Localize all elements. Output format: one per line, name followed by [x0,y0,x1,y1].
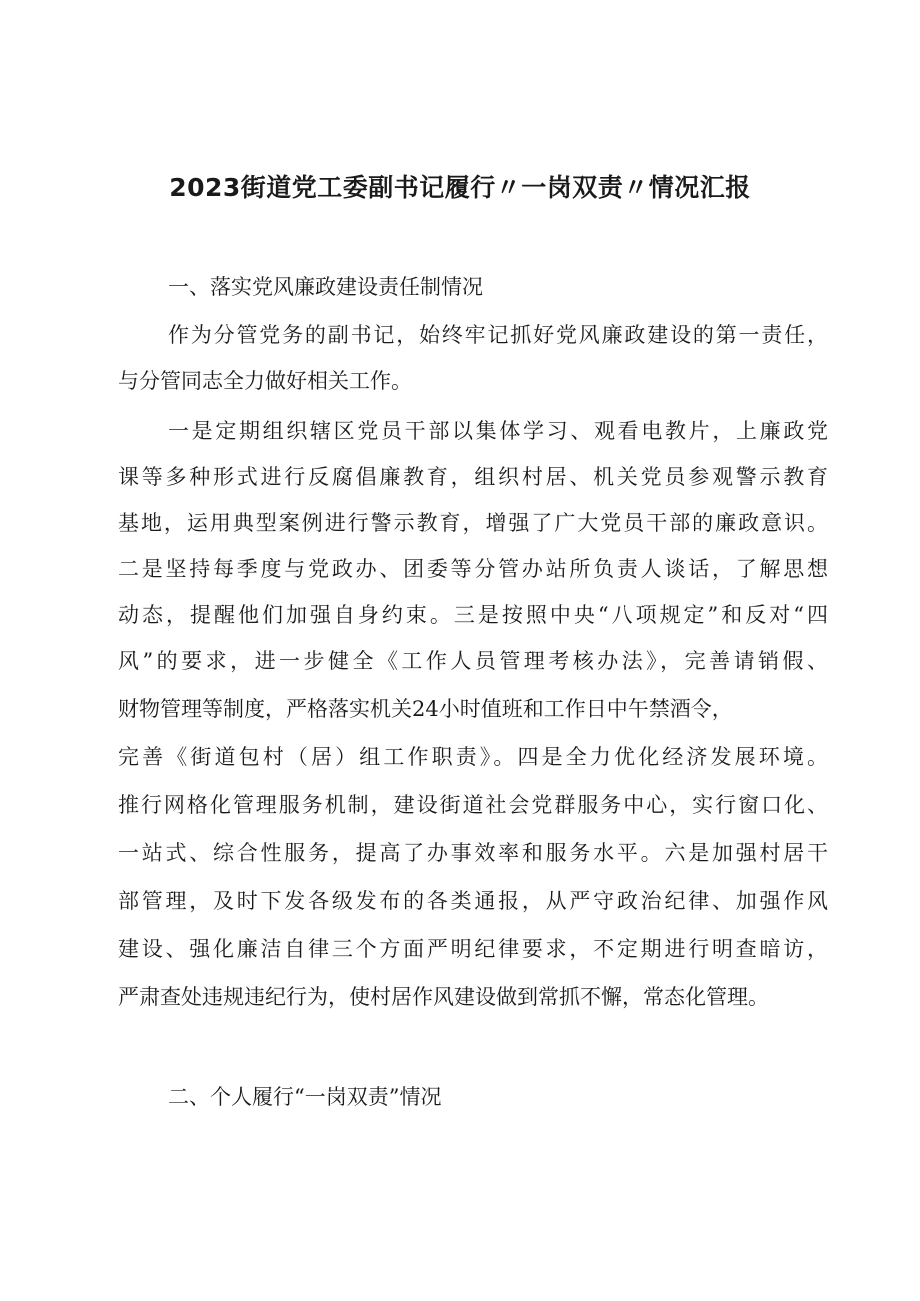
paragraph-2-line: 风”的要求，进一步健全《工作人员管理考核办法》，完善请销假、 [118,649,828,673]
section-heading-2: 二、个人履行“一岗双责”情况 [168,1085,442,1109]
paragraph-2-line: 一是定期组织辖区党员干部以集体学习、观看电教片，上廉政党 [168,419,828,443]
paragraph-2-line: 推行网格化管理服务机制，建设街道社会党群服务中心，实行窗口化、 [118,793,828,817]
paragraph-2-line: 完善《街道包村（居）组工作职责》。四是全力优化经济发展环境。 [118,745,828,769]
paragraph-2-line: 建设、强化廉洁自律三个方面严明纪律要求，不定期进行明查暗访， [118,937,828,961]
paragraph-1-line: 作为分管党务的副书记，始终牢记抓好党风廉政建设的第一责任， [168,323,828,347]
document-title: 2023街道党工委副书记履行〃一岗双责〃情况汇报 [169,173,751,202]
paragraph-2-line: 二是坚持每季度与党政办、团委等分管办站所负责人谈话，了解思想 [118,557,828,581]
paragraph-2-line: 基地，运用典型案例进行警示教育，增强了广大党员干部的廉政意识。 [118,511,828,535]
paragraph-2-line: 课等多种形式进行反腐倡廉教育，组织村居、机关党员参观警示教育 [118,465,828,489]
paragraph-2-line: 动态，提醒他们加强自身约束。三是按照中央“八项规定”和反对“四 [118,603,828,627]
paragraph-2-line: 一站式、综合性服务，提高了办事效率和服务水平。六是加强村居干 [118,841,828,865]
section-heading-1: 一、落实党风廉政建设责任制情况 [168,275,483,299]
paragraph-1-line: 与分管同志全力做好相关工作。 [118,369,412,393]
paragraph-2-line: 严肃查处违规违纪行为，使村居作风建设做到常抓不懈，常态化管理。 [118,985,769,1009]
paragraph-2-line: 财物管理等制度，严格落实机关24小时值班和工作日中午禁酒令， [118,697,733,721]
paragraph-2-line: 部管理，及时下发各级发布的各类通报，从严守政治纪律、加强作风 [118,889,828,913]
